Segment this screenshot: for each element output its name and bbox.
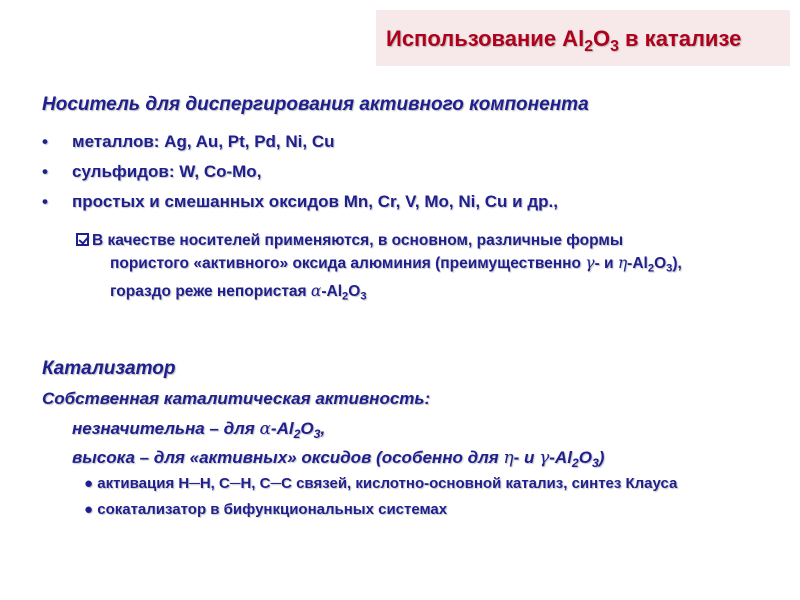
carrier-note bbox=[92, 230, 732, 307]
checkbox-checked-icon bbox=[76, 233, 89, 246]
section-heading-catalyst: Катализатор bbox=[42, 358, 176, 379]
bullet-icon: ● bbox=[84, 475, 94, 492]
bullet-icon: • bbox=[42, 132, 48, 151]
bullet-icon: ● bbox=[84, 501, 94, 518]
section-heading-carrier: Носитель для диспергирования активного компонента bbox=[42, 94, 589, 115]
note-line: В качестве носителей применяются, в основном, различные формы bbox=[92, 232, 624, 249]
slide-title: Использование $Al_2O_3$ в катализе bbox=[386, 26, 742, 56]
list-item: • простых и смешанных оксидов Mn, Cr, V, Mo, Ni, Cu и др., bbox=[42, 192, 558, 211]
bullet-icon: • bbox=[42, 192, 48, 211]
list-item: ● активация H─H, C─H, C─C связей, кислотно-основной катализ, синтез Клауса bbox=[84, 475, 678, 492]
activity-low-line: незначительна – для $\alpha-Al_2O_3$, bbox=[72, 419, 326, 441]
note-line: пористого «активного» оксида алюминия (преимущественно γ- и $\eta-Al_2O_3$), bbox=[110, 254, 682, 275]
list-item: ● сокатализатор в бифункциональных системах bbox=[84, 501, 448, 518]
list-item: • металлов: Ag, Au, Pt, Pd, Ni, Cu bbox=[42, 132, 335, 151]
section-subheading: Собственная каталитическая активность: bbox=[42, 389, 431, 408]
list-item: • сульфидов: W, Co-Mo, bbox=[42, 162, 262, 181]
bullet-icon: • bbox=[42, 162, 48, 181]
activity-high-line: высока – для «активных» оксидов (особенно для η- и $\gamma-Al_2O_3$) bbox=[72, 448, 605, 470]
note-line: гораздо реже непористая $\alpha-Al_2O_3$ bbox=[110, 281, 367, 303]
